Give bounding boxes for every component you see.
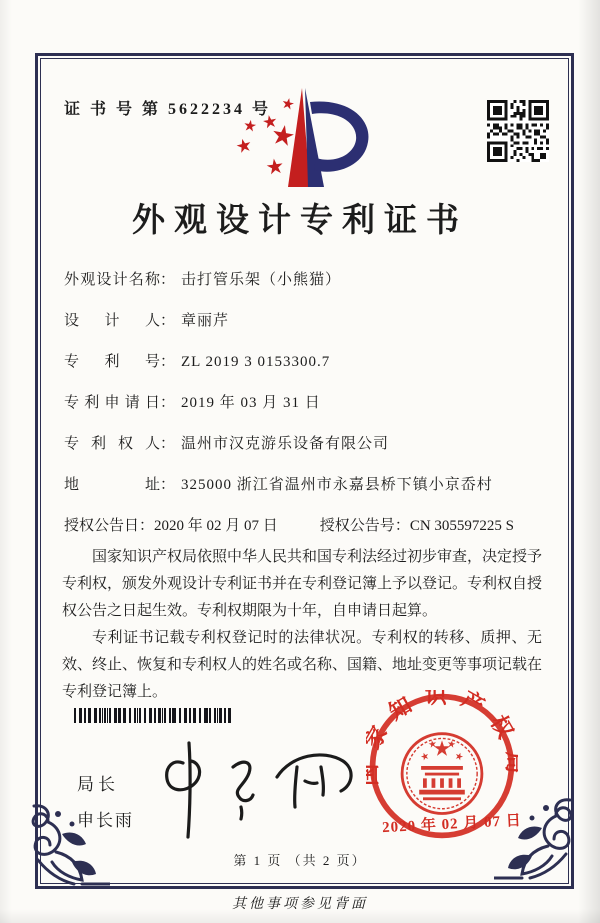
colon: ：: [160, 477, 176, 493]
field-label: 设计人: [64, 313, 160, 329]
corner-flourish-icon: [28, 800, 110, 892]
colon: ：: [160, 395, 176, 411]
field-value: ZL 2019 3 0153300.7: [181, 354, 331, 370]
field-label: 外观设计名称: [64, 272, 160, 288]
field-label: 专利号: [64, 354, 160, 370]
colon: ：: [160, 313, 176, 329]
corner-flourish-icon: [494, 794, 576, 886]
field-application-date: [64, 393, 540, 434]
svg-text:国家知识产权局: [366, 690, 518, 786]
field-label: 地址: [64, 477, 160, 493]
legal-text: [62, 544, 542, 706]
signer-name: 申长雨: [77, 811, 134, 830]
certificate-title: 外观设计专利证书: [132, 203, 468, 239]
colon: ：: [160, 354, 176, 370]
colon: ：: [160, 272, 176, 288]
field-value: CN 305597225 S: [409, 518, 515, 534]
field-value: 温州市汉克游乐设备有限公司: [181, 436, 390, 452]
seal-date: 2020 年 02 月 07 日: [381, 812, 523, 837]
field-value: 2020 年 02 月 07 日: [154, 518, 278, 534]
cnipa-logo-icon: [226, 84, 380, 192]
field-patent-number: [64, 352, 540, 393]
field-designer: [64, 311, 540, 352]
legal-paragraph-1: 国家知识产权局依照中华人民共和国专利法经过初步审查，决定授予专利权，颁发外观设计专利证书并在专利登记簿上予以登记。专利权自授权公告之日起生效。专利权期限为十年，自申请日起算。: [62, 549, 543, 619]
page-number: 第 1 页 （共 2 页）: [233, 853, 367, 868]
field-design-name: [64, 270, 540, 311]
cert-no-suffix: 号: [252, 101, 272, 118]
field-label: 专利申请日: [64, 395, 160, 411]
field-list: [64, 270, 540, 557]
colon: ：: [139, 518, 155, 534]
field-patentee: [64, 434, 540, 475]
field-label: 专利权人: [64, 436, 160, 452]
barcode-icon: [74, 708, 232, 723]
signature-handwriting-icon: [145, 733, 365, 851]
cert-no-prefix: 证 书 号 第: [64, 101, 162, 118]
legal-paragraph-2: 专利证书记载专利权登记时的法律状况。专利权的转移、质押、无效、终止、恢复和专利权人的姓名或名称、国籍、地址变更等事项记载在专利登记簿上。: [62, 630, 543, 700]
field-address: [64, 475, 540, 516]
signer-title: 局长: [77, 775, 119, 794]
field-label: 授权公告号: [319, 518, 395, 534]
field-value: 章丽芹: [181, 313, 230, 329]
colon: ：: [394, 518, 410, 534]
cert-no-value: 5622234: [168, 101, 246, 118]
field-value: 击打管乐架（小熊猫）: [181, 272, 342, 288]
back-side-note: 其他事项参见背面: [232, 897, 368, 912]
seal-ring-text: 知识产: [384, 690, 500, 725]
qr-code-icon: [487, 100, 549, 162]
field-value: 2019 年 03 月 31 日: [181, 395, 321, 411]
field-value: 325000 浙江省温州市永嘉县桥下镇小京岙村: [181, 477, 493, 493]
field-label: 授权公告日: [64, 518, 140, 534]
colon: ：: [160, 436, 176, 452]
